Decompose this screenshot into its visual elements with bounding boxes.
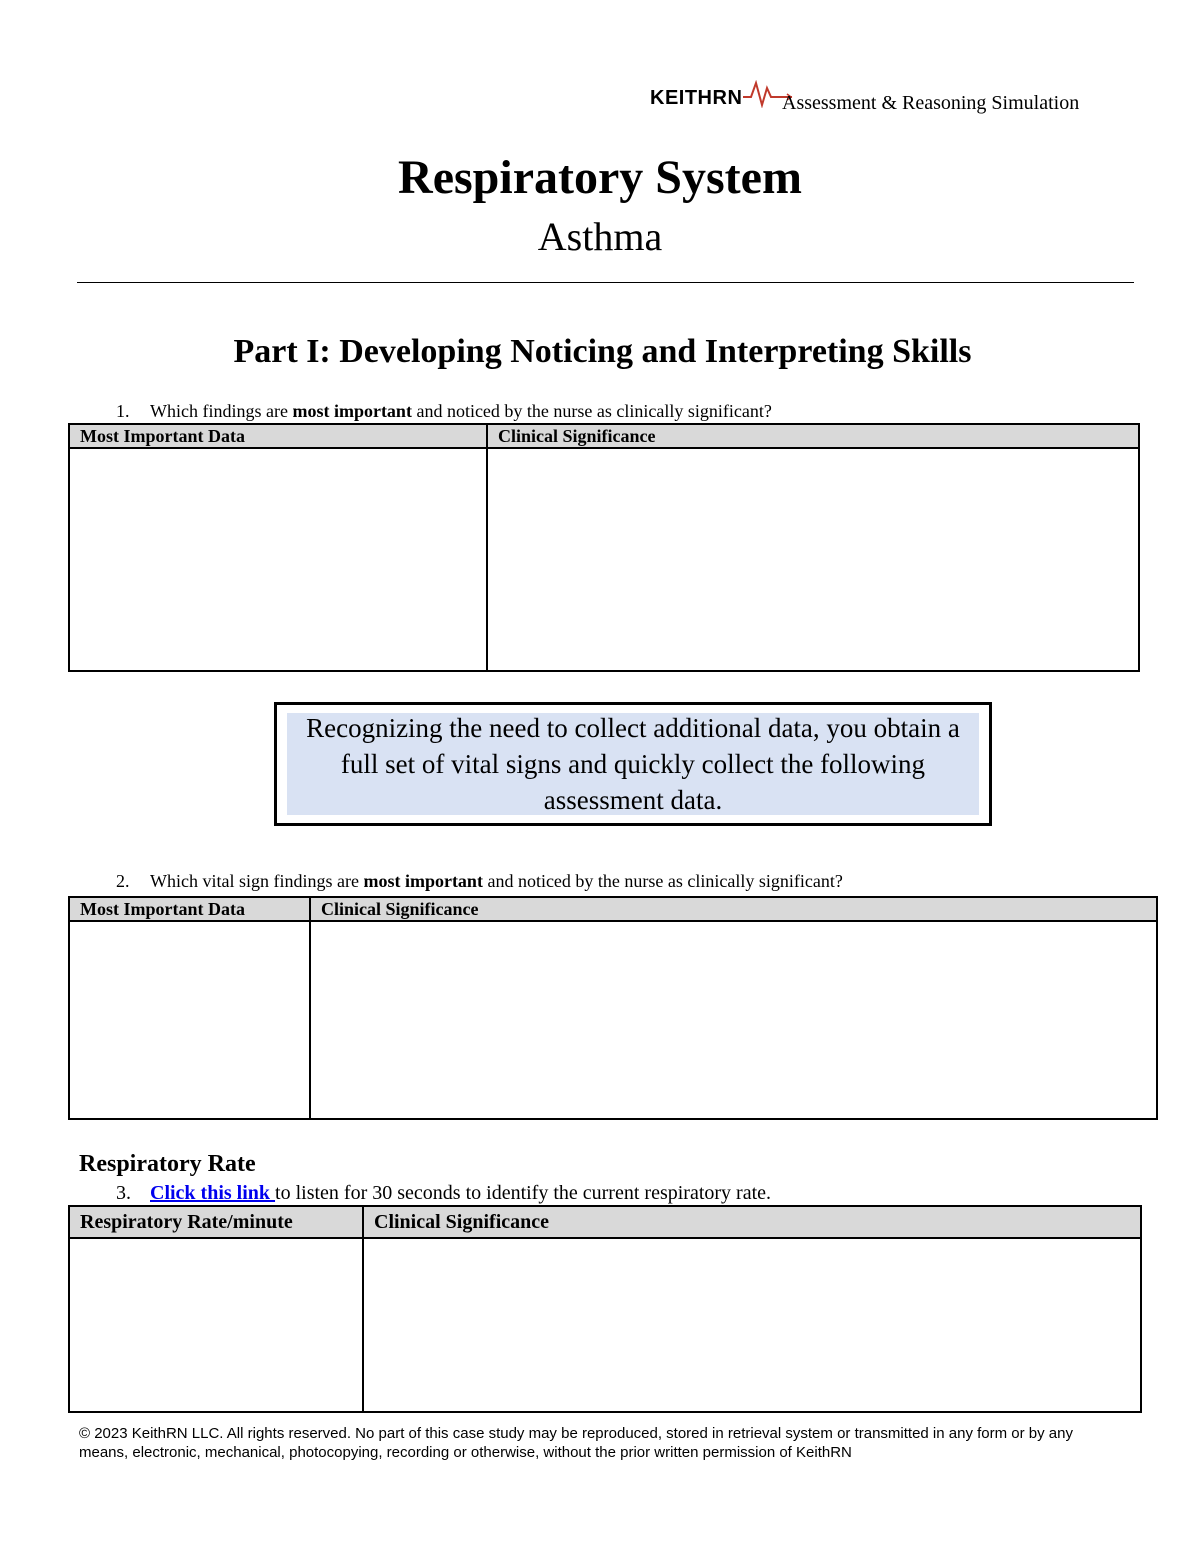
question-2-suffix: and noticed by the nurse as clinically significant? bbox=[482, 871, 843, 891]
question-2 bbox=[116, 870, 843, 892]
question-3-number: 3. bbox=[116, 1182, 131, 1204]
part-heading: Part I: Developing Noticing and Interpreting Skills bbox=[233, 333, 972, 370]
question-3-suffix: to listen for 30 seconds to identify the current respiratory rate. bbox=[275, 1182, 772, 1204]
column-header: Clinical Significance bbox=[487, 424, 1139, 448]
info-callout bbox=[274, 702, 992, 826]
respiratory-rate-table bbox=[68, 1205, 1142, 1413]
answer-cell-respiratory-rate[interactable] bbox=[69, 1238, 363, 1412]
column-header: Clinical Significance bbox=[363, 1206, 1141, 1238]
column-header: Most Important Data bbox=[69, 424, 487, 448]
question-1-number: 1. bbox=[116, 401, 130, 421]
answer-cell-most-important-data[interactable] bbox=[69, 448, 487, 671]
logo-text: KEITHRN bbox=[650, 87, 743, 109]
callout-text: Recognizing the need to collect additional data, you obtain a full set of vital signs and quickly collect the following assessment data. bbox=[287, 713, 979, 815]
question-1 bbox=[116, 400, 772, 422]
logo-tagline: Assessment & Reasoning Simulation bbox=[782, 92, 1080, 114]
question-3 bbox=[116, 1181, 771, 1205]
section-heading-respiratory-rate: Respiratory Rate bbox=[79, 1151, 256, 1177]
header-divider bbox=[77, 282, 1134, 283]
answer-cell-clinical-significance[interactable] bbox=[310, 921, 1157, 1119]
answer-cell-clinical-significance[interactable] bbox=[363, 1238, 1141, 1412]
page-subtitle: Asthma bbox=[537, 214, 663, 259]
column-header: Most Important Data bbox=[69, 897, 310, 921]
findings-table bbox=[68, 423, 1140, 672]
question-2-prefix: Which vital sign findings are bbox=[150, 871, 364, 891]
question-2-emphasis: most important bbox=[363, 871, 483, 891]
column-header: Respiratory Rate/minute bbox=[69, 1206, 363, 1238]
answer-cell-most-important-data[interactable] bbox=[69, 921, 310, 1119]
question-1-prefix: Which findings are bbox=[150, 401, 293, 421]
answer-cell-clinical-significance[interactable] bbox=[487, 448, 1139, 671]
question-1-suffix: and noticed by the nurse as clinically significant? bbox=[411, 401, 772, 421]
copyright-footer: © 2023 KeithRN LLC. All rights reserved. No part of this case study may be reproduced, stored in retrieval system or transmitted in any form or by any means, electronic, mechanical, photocopying, recording or otherwise, without the prior written permission of KeithRN bbox=[79, 1425, 1073, 1461]
vital-signs-table bbox=[68, 896, 1158, 1120]
page-title: Respiratory System bbox=[398, 151, 802, 204]
keithrn-logo bbox=[650, 80, 793, 108]
question-1-emphasis: most important bbox=[292, 401, 412, 421]
audio-link[interactable]: Click this link bbox=[150, 1182, 276, 1204]
column-header: Clinical Significance bbox=[310, 897, 1157, 921]
question-2-number: 2. bbox=[116, 871, 130, 891]
